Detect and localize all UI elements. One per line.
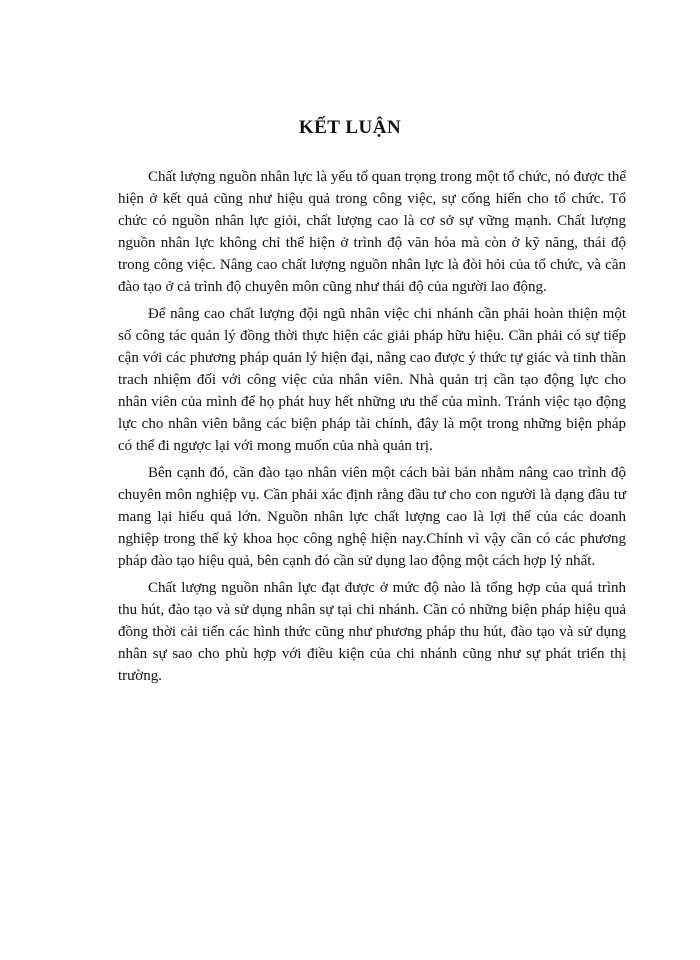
paragraph: Bên cạnh đó, cần đào tạo nhân viên một cách bài bản nhằm nâng cao trình độ chuyên môn nghiệp vụ. Cần phải xác định rằng đầu tư cho con người là dạng đầu tư mang lại hiểu quả lớn. Nguồn nhân lực chất lượng cao là lợi thế của các doanh nghiệp trong thế kỷ khoa học công nghệ hiện nay.Chính vì vậy cần có các phương pháp đào tạo hiệu quả, bên cạnh đó cần sử dụng lao động một cách hợp lý nhất. [118,465,626,569]
page-title: KẾT LUẬN [298,117,402,138]
body-text [118,166,626,692]
paragraph: Chất lượng nguồn nhân lực đạt được ở mức độ nào là tổng hợp của quá trình thu hút, đào tạo và sử dụng nhân sự tại chi nhánh. Cần có những biện pháp hiệu quả đồng thời cải tiến các hình thức cũng như phương pháp thu hút, đào tạo và sử dụng nhân sự sao cho phù hợp với điều kiện của chi nhánh cũng như sự phát triển thị trường. [118,580,626,684]
paragraph: Chất lượng nguồn nhân lực là yếu tố quan trọng trong một tổ chức, nó được thể hiện ở kết quả cũng như hiệu quả trong công việc, sự cống hiến cho tổ chức. Tổ chức có nguồn nhân lực giỏi, chất lượng cao là cơ sở sự vững mạnh. Chất lượng nguồn nhân lực không chỉ thể hiện ở trình độ văn hóa mà còn ở kỹ năng, thái độ trong công việc. Nâng cao chất lượng nguồn nhân lực là đòi hỏi của tổ chức, và cần đào tạo ở cả trình độ chuyên môn cũng như thái độ của người lao động. [118,169,626,295]
paragraph: Để nâng cao chất lượng đội ngũ nhân việc chi nhánh cần phải hoàn thiện một số công tác quản lý đồng thời thực hiện các giải pháp hữu hiệu. Cần phải có sự tiếp cận với các phương pháp quản lý hiện đại, nâng cao được ý thức tự giác và tinh thần trach nhiệm đối với công việc của nhân viên. Nhà quản trị cần tạo động lực cho nhân viên của mình để họ phát huy hết những ưu thế của mình. Tránh việc tạo động lực cho nhân viên bằng các biện pháp tài chính, đây là một trong những biện pháp có thể đi ngược lại với mong muốn của nhà quản trị. [118,306,626,454]
